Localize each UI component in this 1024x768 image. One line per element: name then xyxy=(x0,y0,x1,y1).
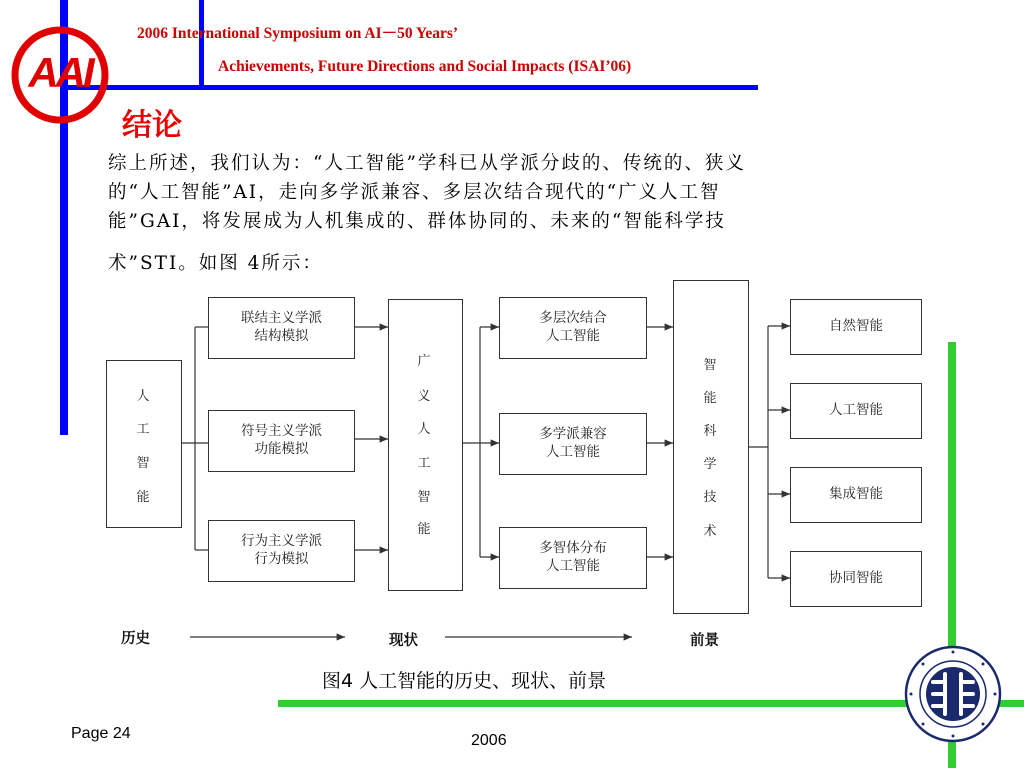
box-collaborative-intelligence: 协同智能 xyxy=(790,551,922,607)
gai-char-1: 广 xyxy=(417,354,431,369)
box-symbolist-school xyxy=(208,410,355,472)
gai-char-6: 能 xyxy=(417,522,431,537)
box-integrated-intelligence: 集成智能 xyxy=(790,467,922,523)
box-connectionist-school xyxy=(208,297,355,359)
sti-char-4: 学 xyxy=(703,457,717,472)
box-ai-char-2: 工 xyxy=(136,422,150,437)
box-ai-char-4: 能 xyxy=(136,490,150,505)
timeline-history: 历史 xyxy=(121,631,150,647)
page-number: Page 24 xyxy=(71,725,131,742)
multischool-line-1: 多学派兼容 xyxy=(539,426,607,443)
behaviorist-line-1: 行为主义学派 xyxy=(241,533,322,550)
multilevel-line-2: 人工智能 xyxy=(546,328,600,344)
gai-char-5: 智 xyxy=(417,490,431,505)
box-behaviorist-school xyxy=(208,520,355,582)
paragraph-line-4: 术”STI。如图 4所示： xyxy=(108,253,323,274)
box-future-ai: 人工智能 xyxy=(790,383,922,439)
university-seal xyxy=(903,644,1003,744)
box-multilevel-ai xyxy=(499,297,647,359)
paragraph-line-1: 综上所述，我们认为：“人工智能”学科已从学派分歧的、传统的、狭义 xyxy=(108,153,746,174)
page-title: 结论 xyxy=(122,108,182,143)
multischool-line-2: 人工智能 xyxy=(546,444,600,460)
box-multiagent-ai xyxy=(499,527,647,589)
header-line-2: Achievements, Future Directions and Social Impacts (ISAI’06) xyxy=(218,58,632,75)
aai-logo xyxy=(10,25,110,125)
paragraph-line-3: 能”GAI，将发展成为人机集成的、群体协同的、未来的“智能科学技 xyxy=(108,211,726,232)
sti-char-3: 科 xyxy=(703,424,717,439)
gai-char-4: 工 xyxy=(417,456,431,471)
symbolist-line-1: 符号主义学派 xyxy=(241,423,322,440)
multilevel-line-1: 多层次结合 xyxy=(539,310,607,327)
sti-char-1: 智 xyxy=(703,358,717,373)
multiagent-line-1: 多智体分布 xyxy=(539,540,607,557)
sti-char-5: 技 xyxy=(703,490,717,505)
symbolist-line-2: 功能模拟 xyxy=(254,441,309,457)
box-intelligence-science xyxy=(673,280,749,614)
seal-icon xyxy=(903,644,1003,744)
multiagent-line-2: 人工智能 xyxy=(546,558,600,574)
header-blue-rule xyxy=(68,85,758,90)
gai-char-2: 义 xyxy=(417,389,431,404)
paragraph-line-2: 的“人工智能”AI，走向多学派兼容、多层次结合现代的“广义人工智 xyxy=(108,182,721,203)
connectionist-line-1: 联结主义学派 xyxy=(241,310,322,327)
box-multischool-ai xyxy=(499,413,647,475)
aai-logo-text: AAI xyxy=(28,49,92,96)
box-ai-char-3: 智 xyxy=(136,456,150,471)
connectionist-line-2: 结构模拟 xyxy=(254,328,309,344)
behaviorist-line-2: 行为模拟 xyxy=(254,551,309,567)
box-generalized-ai xyxy=(388,299,463,591)
footer-year: 2006 xyxy=(471,732,507,749)
figure-caption: 图4 人工智能的历史、现状、前景 xyxy=(322,670,607,692)
header-line-1: 2006 International Symposium on AI－50 Years’ xyxy=(137,25,459,42)
box-ai-char-1: 人 xyxy=(136,389,150,404)
box-natural-intelligence: 自然智能 xyxy=(790,299,922,355)
timeline-present: 现状 xyxy=(389,633,418,649)
sti-char-6: 术 xyxy=(703,524,717,539)
timeline-future: 前景 xyxy=(690,633,719,649)
sti-char-2: 能 xyxy=(703,391,717,406)
header-blue-divider xyxy=(199,0,204,88)
gai-char-3: 人 xyxy=(417,422,431,437)
